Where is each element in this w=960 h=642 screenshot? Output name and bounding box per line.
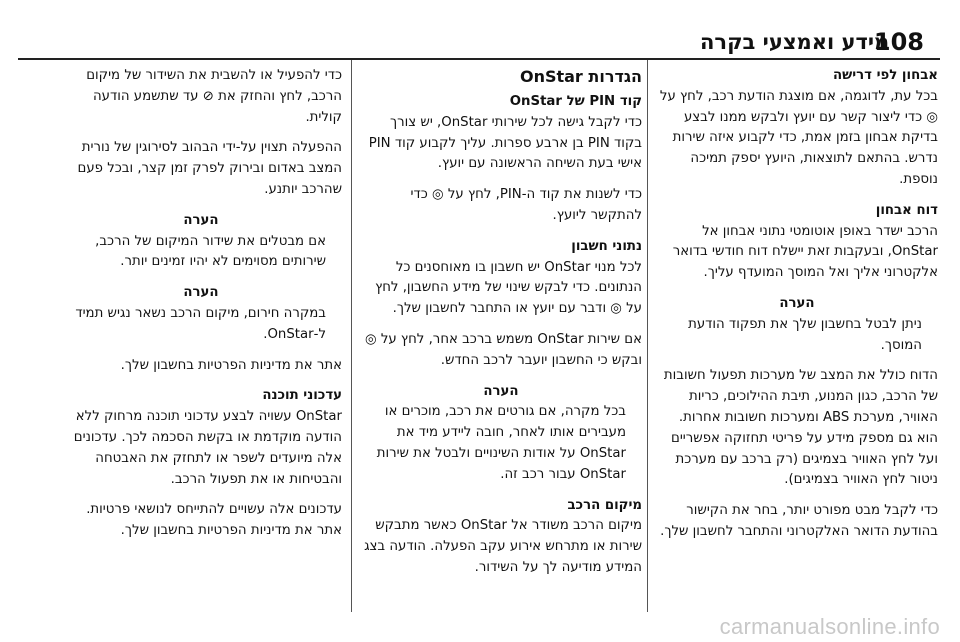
- section-heading: דוח אבחון: [875, 202, 938, 218]
- paragraph: OnStar עשויה לבצע עדכוני תוכנה מרחוק ללא הודעה מוקדמת או בקשת הסכמה לכך. עדכונים אלה מיועדים לשפר או לתחזק את האבטחה והבטיחות או את תפעול הרכב.: [73, 409, 342, 487]
- section-heading: קוד PIN של OnStar: [509, 94, 642, 109]
- section-heading: נתוני חשבון: [571, 238, 642, 254]
- paragraph: הרכב ישדר באופן אוטומטי נתוני אבחון אל OnStar, ובעקבות זאת יישלח דוח חודשי בדואר אלקטרוני אליך ואל המוסך המועדף עליך.: [672, 223, 938, 281]
- paragraph: הדוח כולל את המצב של מערכות תפעול חשובות של הרכב, כגון המנוע, תיבת ההילוכים, כריות האוויר, מערכת ABS ומערכות חשובות אחרות. הוא גם מספק מידע על פריטי תחזוקה אפשריים ועל לחץ האוויר בצמיגים (רק ברכב עם מערכת ניטור לחץ האוויר בצמיגים).: [663, 368, 938, 488]
- paragraph: אם שירות OnStar משמש ברכב אחר, לחץ על ◎ ובקש כי החשבון יועבר לרכב החדש.: [365, 331, 642, 368]
- chapter-heading: הגדרות OnStar: [519, 67, 642, 86]
- page-number: 108: [873, 28, 924, 56]
- note-title: הערה: [183, 212, 219, 228]
- page-header: [0, 0, 960, 58]
- note-text: בכל מקרה, אם גורטים את רכב, מוכרים או מעבירים אותו לאחר, חובה ליידע מיד את OnStar על אודות השינויים ולבטל את שירות OnStar עבור רכב זה.: [376, 404, 626, 482]
- paragraph: כדי להפעיל או להשבית את השידור של מיקום הרכב, לחץ והחזק את ⊘ עד שתשמע הודעה קולית.: [86, 68, 342, 125]
- header-rule: [18, 58, 940, 60]
- paragraph: מיקום הרכב משודר אל OnStar כאשר מתבקש שירות או מתרחש אירוע עקב הפעלה. הודעה בצג המידע מודיעה לך על השידור.: [364, 518, 642, 575]
- note-title: הערה: [483, 383, 519, 399]
- column-divider: [647, 60, 648, 612]
- paragraph: עדכונים אלה עשויים להתייחס לנושאי פרטיות. אתר את מדיניות הפרטיות בחשבון שלך.: [86, 502, 342, 539]
- note-text: במקרה חירום, מיקום הרכב נשאר נגיש תמיד ל-OnStar.: [75, 305, 326, 342]
- paragraph: כדי לקבל גישה לכל שירותי OnStar, יש צורך בקוד PIN בן ארבע ספרות. עליך לקבוע קוד PIN אישי בעת השיחה הראשונה עם יועץ.: [368, 114, 642, 172]
- paragraph: לכל מנוי OnStar יש חשבון בו מאוחסנים כל הנתונים. כדי לבקש שינוי של מידע החשבון, לחץ על ◎ ודבר עם יועץ או התחבר לחשבון שלך.: [375, 259, 642, 317]
- note-title: הערה: [183, 285, 219, 301]
- section-heading: אבחון לפי דרישה: [833, 68, 938, 83]
- note-text: אם מבטלים את שידור המיקום של הרכב, שירותים מסוימים לא יהיו זמינים יותר.: [95, 233, 326, 270]
- paragraph: אתר את מדיניות הפרטיות בחשבון שלך.: [120, 357, 342, 373]
- watermark: carmanualsonline.info: [719, 614, 940, 639]
- middle-column: [360, 66, 642, 589]
- column-divider: [351, 60, 352, 612]
- page-title: מידע ואמצעי בקרה: [700, 30, 890, 54]
- paragraph: כדי לקבל מבט מפורט יותר, בחר את הקישור בהודעת הדואר האלקטרוני והתחבר לחשבון שלך.: [660, 503, 938, 539]
- note-title: הערה: [779, 295, 815, 311]
- right-column: [656, 66, 938, 553]
- left-column: [60, 66, 342, 552]
- note-text: ניתן לבטל בחשבון שלך את תפקוד הודעת המוסך.: [688, 316, 922, 353]
- section-heading: עדכוני תוכנה: [262, 388, 342, 404]
- paragraph: ההפעלה תצוין על-ידי הבהוב לסירוגין של נורית המצב באדום ובירוק לפרק זמן קצר, ובכל פעם שהרכב יותנע.: [77, 140, 342, 197]
- section-heading: מיקום הרכב: [567, 497, 642, 513]
- paragraph: כדי לשנות את קוד ה-PIN, לחץ על ◎ כדי להתקשר ליועץ.: [410, 187, 642, 223]
- paragraph: בכל עת, לדוגמה, אם מוצגת הודעת רכב, לחץ על ◎ כדי ליצור קשר עם יועץ ולבקש ממנו לבצע בדיקת אבחון בזמן אמת, כדי לקבוע איזה שירות נדרש. בהתאם לתוצאות, היועץ יספק תמיכה נוספת.: [659, 88, 938, 187]
